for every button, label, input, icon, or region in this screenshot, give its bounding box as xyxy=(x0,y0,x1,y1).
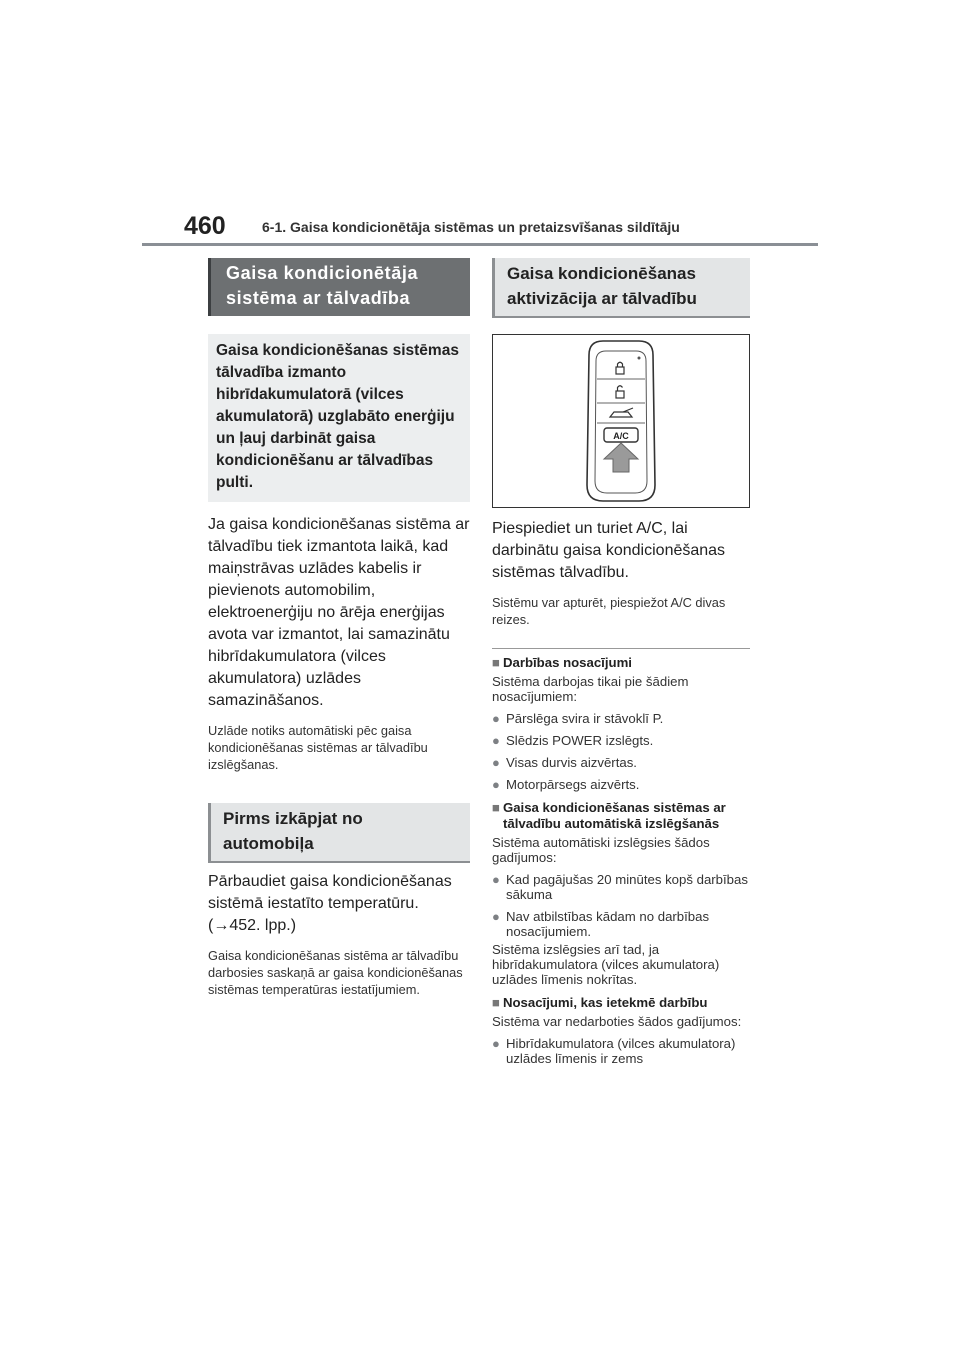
bullet-icon: ● xyxy=(492,909,500,924)
list-item xyxy=(492,872,750,902)
page-reference-link[interactable]: (→452. lpp.) xyxy=(208,917,297,934)
subsection-operating-conditions xyxy=(492,655,750,671)
square-marker-icon: ■ xyxy=(492,800,500,815)
note-temperature-settings: Gaisa kondicionēšanas sistēma ar tālvadību darbosies saskaņā ar gaisa kondicionēšanas sistēmas temperatūras iestatījumiem. xyxy=(208,948,463,997)
list-item-text: Motorpārsegs aizvērts. xyxy=(506,777,640,792)
bullet-icon: ● xyxy=(492,872,500,887)
subsection-affecting-conditions xyxy=(492,995,750,1011)
header-rule xyxy=(142,243,818,246)
note-stop-system: Sistēmu var apturēt, piespiežot A/C divas reizes. xyxy=(492,595,726,627)
list-item xyxy=(492,733,750,748)
list-item-text: Pārslēga svira ir stāvoklī P. xyxy=(506,711,664,726)
bullet-icon: ● xyxy=(492,755,500,770)
paragraph-check-temperature xyxy=(208,871,470,937)
chapter-title: 6-1. Gaisa kondicionētāja sistēmas un pretaizsvīšanas sildītāju xyxy=(262,219,680,235)
bullet-icon: ● xyxy=(492,1036,500,1051)
heading-line: Gaisa kondicionēšanas xyxy=(507,264,696,283)
paragraph: Sistēma var nedarboties šādos gadījumos: xyxy=(492,1014,742,1029)
subsection-title: Gaisa kondicionēšanas sistēmas ar tālvadību automātiskā izslēgšanās xyxy=(502,800,726,831)
bullet-icon: ● xyxy=(492,733,500,748)
list-item-text: Hibrīdakumulatora (vilces akumulatora) uzlādes līmenis ir zems xyxy=(506,1036,736,1066)
subsection-title: Nosacījumi, kas ietekmē darbību xyxy=(502,995,708,1010)
heading-line: sistēma ar tālvadība xyxy=(226,288,411,308)
list-item xyxy=(492,755,750,770)
paragraph: Sistēma automātiski izslēgsies šādos gadījumos: xyxy=(492,835,710,865)
list-item-text: Visas durvis aizvērtas. xyxy=(506,755,637,770)
ac-button-label: A/C xyxy=(613,431,629,441)
heading-line: automobiļa xyxy=(223,834,314,853)
list-item xyxy=(492,711,750,726)
heading-line: Gaisa kondicionētāja xyxy=(226,263,419,283)
bullet-icon: ● xyxy=(492,711,500,726)
paragraph-press-ac: Piespiediet un turiet A/C, lai darbinātu gaisa kondicionēšanas sistēmas tālvadību. xyxy=(492,520,726,581)
paragraph: Sistēma darbojas tikai pie šādiem nosacījumiem: xyxy=(492,674,689,704)
list-item xyxy=(492,777,750,792)
key-fob-illustration xyxy=(493,335,749,507)
paragraph-ac-charging: Ja gaisa kondicionēšanas sistēma ar tālvadību tiek izmantota laikā, kad maiņstrāvas uzlādes kabelis ir pievienots automobilim, elektroenerģiju no ārēja enerģijas avota var izmantot, lai samazinātu hibrīdakumulatora (vilces akumulatora) uzlādes samazināšanos. xyxy=(208,516,470,709)
section-heading-activation xyxy=(492,258,750,318)
right-column xyxy=(492,258,750,1066)
paragraph: Sistēma izslēgsies arī tad, ja hibrīdakumulatora (vilces akumulatora) uzlādes līmenis nokrītas. xyxy=(492,942,720,987)
key-fob-figure xyxy=(492,334,750,508)
subsection-auto-shutoff xyxy=(492,800,750,832)
square-marker-icon: ■ xyxy=(492,655,500,670)
bullet-icon: ● xyxy=(492,777,500,792)
list-item-text: Kad pagājušas 20 minūtes kopš darbības sākuma xyxy=(506,872,748,902)
check-temperature-text: Pārbaudiet gaisa kondicionēšanas sistēmā iestatīto temperatūru. xyxy=(208,873,452,912)
section-heading-remote-ac xyxy=(208,258,470,316)
section-heading-before-leaving xyxy=(208,803,470,863)
list-item-text: Nav atbilstības kādam no darbības nosacījumiem. xyxy=(506,909,710,939)
list-item xyxy=(492,909,750,939)
square-marker-icon: ■ xyxy=(492,995,500,1010)
intro-box: Gaisa kondicionēšanas sistēmas tālvadība izmanto hibrīdakumulatorā (vilces akumulatorā) uzglabāto enerģiju un ļauj darbināt gaisa kondicionēšanu ar tālvadības pulti. xyxy=(208,334,470,502)
heading-line: aktivizācija ar tālvadību xyxy=(507,289,697,308)
section-divider xyxy=(492,648,750,649)
list-item-text: Slēdzis POWER izslēgts. xyxy=(506,733,654,748)
left-column xyxy=(208,258,470,998)
note-auto-charging: Uzlāde notiks automātiski pēc gaisa kondicionēšanas sistēmas ar tālvadību izslēgšanas. xyxy=(208,723,428,772)
heading-line: Pirms izkāpjat no xyxy=(223,809,363,828)
page-number: 460 xyxy=(184,212,226,240)
list-item xyxy=(492,1036,750,1066)
subsection-title: Darbības nosacījumi xyxy=(502,655,632,670)
ac-button[interactable] xyxy=(604,428,638,442)
